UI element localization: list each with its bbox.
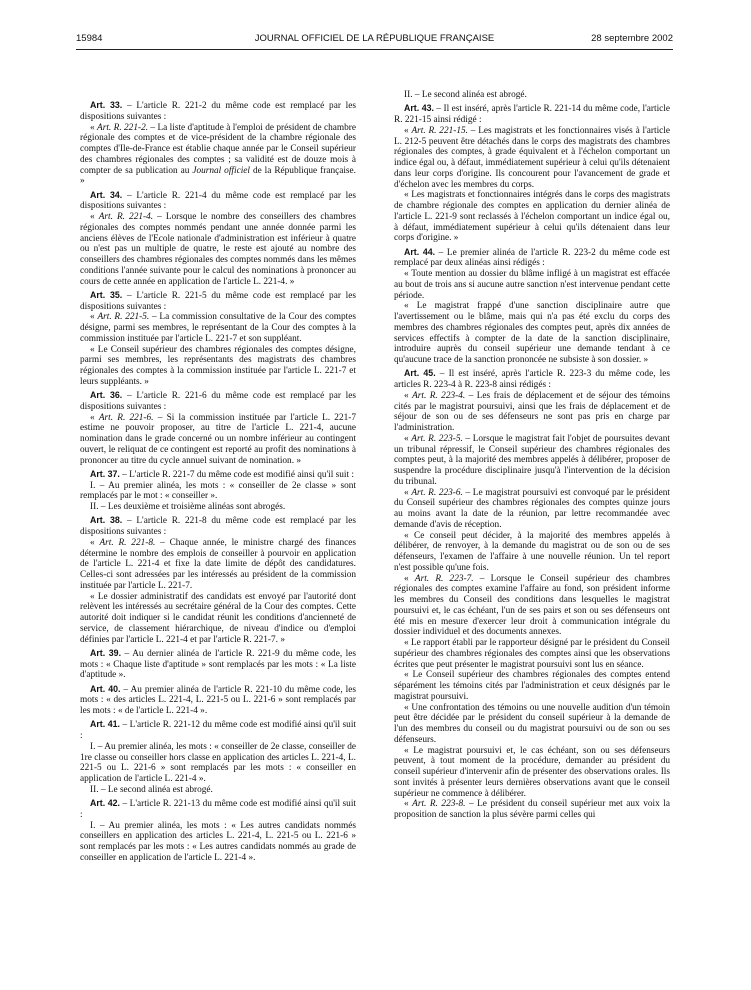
article-45-text-6: « Le rapport établi par le rapporteur désigné par le président du Conseil supérieur des chambres régionales des comptes ainsi que les observations écrites que peut présenter le magistrat poursuivi sont lus en séance.	[394, 638, 670, 670]
article-35-intro: Art. 35. – L'article R. 221-5 du même code est remplacé par les dispositions suivantes :	[80, 289, 356, 312]
article-number: Art. 33.	[90, 100, 123, 110]
article-41-text: I. – Au premier alinéa, les mots : « conseiller de 2e classe, conseiller de 1re classe ou conseiller hors classe en application des articles L. 221-4, L. 221-5 ou L. 221-6 » sont remplacés par les mots : « conseiller en application de l'article L. 221-4 ».	[80, 741, 356, 784]
article-number: Art. 41.	[90, 719, 120, 730]
article-38-text: « Art. R. 221-8. – Chaque année, le ministre chargé des finances détermine le nombre des emplois de conseiller à pourvoir en application de l'article L. 221-4 et fixe la date limite de dépôt des candidatures. Celles-ci sont adressées par les intéressés au président de la commission instituée par l'article L. 221-7.	[80, 537, 356, 591]
article-45-text-7: « Le Conseil supérieur des chambres régionales des comptes entend séparément les témoins cités par l'administration et ceux désignés par le magistrat poursuivi.	[394, 670, 670, 702]
article-44-text-2: « Le magistrat frappé d'une sanction disciplinaire autre que l'avertissement ou le blâme, mais qui n'a pas été exclu du corps des membres des chambres régionales des comptes peut, après dix années de services effectifs à compter de la date de la sanction disciplinaire, introduire auprès du conseil supérieur une demande tendant à ce qu'aucune trace de la sanction prononcée ne subsiste à son dossier. »	[394, 301, 670, 365]
article-number: Art. 34.	[90, 189, 123, 200]
article-37-text-2: II. – Les deuxième et troisième alinéas sont abrogés.	[90, 502, 286, 512]
article-40: Art. 40. – Au premier alinéa de l'article R. 221-10 du même code, les mots : « des articles L. 221-4, L. 221-5 ou L. 221-6 » sont remplacés par les mots : « de l'article L. 221-4 ».	[80, 683, 356, 716]
article-44-text: « Toute mention au dossier du blâme infligé à un magistrat est effacée au bout de trois ans si aucune autre sanction n'est intervenue pendant cette période.	[394, 269, 670, 301]
article-37-text: I. – Au premier alinéa, les mots : « conseiller de 2e classe » sont remplacés par le mot : « conseiller ».	[80, 480, 356, 502]
article-38-intro: Art. 38. – L'article R. 221-8 du même code est remplacé par les dispositions suivantes :	[80, 515, 356, 537]
article-45-text-8: « Une confrontation des témoins ou une nouvelle audition d'un témoin peut être décidée par le président du conseil supérieur à la demande de l'un des membres du conseil ou du magistrat poursuivi ou de son ou ses défenseurs.	[394, 702, 670, 745]
article-41-text-2: II. – Le second alinéa est abrogé.	[90, 784, 213, 795]
article-35-text-2: « Le Conseil supérieur des chambres régionales des comptes désigne, parmi ses membres, les représentants des magistrats des chambres régionales des comptes à la commission instituée par l'article L. 221-7 et leurs suppléants. »	[80, 344, 356, 387]
right-column	[394, 90, 670, 821]
article-39: Art. 39. – Au dernier alinéa de l'article R. 221-9 du même code, les mots : « Chaque liste d'aptitude » sont remplacés par les mots : « La liste d'aptitude ».	[80, 647, 357, 681]
page-number: 15984	[76, 33, 103, 44]
article-43-text: « Art. R. 221-15. – Les magistrats et les fonctionnaires visés à l'article L. 212-5 peuvent être détachés dans le corps des magistrats des chambres régionales des comptes, à grade équivalent et à l'échelon comportant un indice égal ou, à défaut, immédiatement supérieur à celui qu'ils détenaient dans leur corps d'origine. Ils concourent pour l'avancement de grade et d'échelon avec les membres du corps.	[394, 125, 670, 190]
article-45-text-10: « Art. R. 223-8. – Le président du conseil supérieur met aux voix la proposition de sanction la plus sévère parmi celles qui	[394, 799, 670, 820]
journal-title: JOURNAL OFFICIEL DE LA RÉPUBLIQUE FRANÇAISE	[254, 33, 495, 44]
article-number: Art. 45.	[404, 368, 436, 379]
article-43-intro: Art. 43. – Il est inséré, après l'article R. 221-14 du même code, l'article R. 221-15 ainsi rédigé :	[394, 103, 670, 125]
article-number: Art. 37.	[90, 468, 120, 479]
article-45-intro: Art. 45. – Il est inséré, après l'article R. 223-3 du même code, les articles R. 223-4 à R. 223-8 ainsi rédigés :	[394, 368, 670, 390]
article-36-intro: Art. 36. – L'article R. 221-6 du même code est remplacé par les dispositions suivantes :	[80, 390, 356, 412]
article-42-text: I. – Au premier alinéa, les mots : « Les autres candidats nommés conseillers en application des articles L. 221-4, L. 221-5 ou L. 221-6 » sont remplacés par les mots : « Les autres candidats nommés au grade de conseiller en application de l'article L. 221-4 ».	[80, 820, 356, 863]
header-rule	[76, 49, 673, 50]
article-45-text-3: « Art. R. 223-6. – Le magistrat poursuivi est convoqué par le président du Conseil supérieur des chambres régionales des comptes quinze jours au moins avant la date de la réunion, par lettre recommandée avec demande d'avis de réception.	[394, 487, 671, 530]
article-number: Art. 43.	[404, 103, 434, 114]
article-35-text: « Art. R. 221-5. – La commission consultative de la Cour des comptes désigne, parmi ses membres, le représentant de la Cour des comptes à la commission instituée par l'article L. 221-7 et son suppléant.	[80, 312, 356, 344]
article-number: Art. 38.	[90, 515, 123, 526]
article-38-text-2: « Le dossier administratif des candidats est envoyé par l'autorité dont relèvent les intéressés au secrétaire général de la Cour des comptes. Cette autorité doit indiquer si le candidat réunit les conditions d'ancienneté de service, de classement hiérarchique, de niveau d'indice ou d'emploi définies par l'article L. 221-4 et par l'article R. 221-7. »	[80, 591, 356, 645]
article-33-intro: Art. 33. – L'article R. 221-2 du même code est remplacé par les dispositions suivantes :	[80, 100, 356, 122]
article-36-text: « Art. R. 221-6. – Si la commission instituée par l'article L. 221-7 estime ne pouvoir proposer, au titre de l'article L. 221-4, aucune nomination dans le grade concerné ou un nombre inférieur au contingent ouvert, le reliquat de ce contingent est reporté au profit des nominations à prononcer au titre du cycle annuel suivant de nomination. »	[80, 412, 356, 466]
article-number: Art. 40.	[90, 683, 121, 694]
article-44-intro: Art. 44. – Le premier alinéa de l'article R. 223-2 du même code est remplacé par deux alinéas ainsi rédigés :	[394, 246, 671, 269]
article-45-text-5: « Art. R. 223-7. – Lorsque le Conseil supérieur des chambres régionales des comptes examine l'affaire au fond, son président informe les membres du Conseil des conditions dans lesquelles le magistrat poursuivi et, le cas échéant, l'un de ses pairs et son ou ses défenseurs ont été mis en mesure d'exercer leur droit à communication intégrale du dossier individuel et des documents annexes.	[394, 573, 671, 638]
article-number: Art. 39.	[90, 647, 122, 658]
article-45-text-4: « Ce conseil peut décider, à la majorité des membres appelés à délibérer, de renvoyer, à la demande du magistrat ou de son ou de ses défenseurs, l'examen de l'affaire à une nouvelle réunion. Un tel report n'est possible qu'une fois.	[394, 530, 670, 573]
article-37-intro: Art. 37. – L'article R. 221-7 du même code est modifié ainsi qu'il suit :	[90, 468, 355, 480]
article-number: Art. 42.	[90, 798, 120, 808]
article-41-intro: Art. 41. – L'article R. 221-12 du même code est modifié ainsi qu'il suit :	[80, 719, 356, 741]
article-45-text-9: « Le magistrat poursuivi et, le cas échéant, son ou ses défenseurs peuvent, à tout moment de la procédure, demander au président du conseil supérieur d'intervenir afin de présenter des observations orales. Ils sont invités à présenter leurs dernières observations avant que le conseil supérieur ne commence à délibérer.	[394, 745, 670, 799]
article-43-text-2: « Les magistrats et fonctionnaires intégrés dans le corps des magistrats de chambre régionale des comptes en application du dernier alinéa de l'article L. 221-9 sont reclassés à l'échelon comportant un indice égal ou, à défaut, immédiatement supérieur à celui qu'ils détenaient dans leur corps d'origine. »	[394, 190, 670, 244]
article-number: Art. 35.	[90, 289, 123, 300]
article-number: Art. 36.	[90, 390, 123, 400]
article-45-text-2: « Art. R. 223-5. – Lorsque le magistrat fait l'objet de poursuites devant un tribunal répressif, le Conseil supérieur des chambres régionales des comptes peut, à la majorité des membres appelés à délibérer, proposer de suspendre la procédure disciplinaire jusqu'à l'intervention de la décision du tribunal.	[394, 433, 670, 487]
left-column	[80, 100, 356, 864]
article-42-intro: Art. 42. – L'article R. 221-13 du même code est modifié ainsi qu'il suit :	[80, 798, 356, 820]
page-header	[76, 33, 673, 47]
article-33-text: « Art. R. 221-2. – La liste d'aptitude à l'emploi de président de chambre régionale des comptes et de vice-président de la chambre régionale des comptes d'Ile-de-France est établie chaque année par le Conseil supérieur des chambres régionales des comptes ; sa validité est de douze mois à compter de sa publication au Journal officiel de la République française. »	[80, 122, 357, 187]
article-42-text-2: II. – Le second alinéa est abrogé.	[404, 90, 527, 100]
publication-date: 28 septembre 2002	[591, 33, 673, 44]
article-number: Art. 44.	[404, 246, 436, 257]
article-34-text: « Art. R. 221-4. – Lorsque le nombre des conseillers des chambres régionales des comptes nommés pendant une année donnée parmi les anciens élèves de l'Ecole nationale d'administration est inférieur à quatre ou n'est pas un multiple de quatre, le reste est ajouté au nombre des conseillers des chambres régionales des comptes nommés dans les mêmes conditions l'année suivante pour le calcul des nominations à prononcer au cours de cette année en application de l'article L. 221-4. »	[80, 212, 356, 287]
article-45-text: « Art. R. 223-4. – Les frais de déplacement et de séjour des témoins cités par le magistrat poursuivi, ainsi que les frais de déplacement et de séjour de son ou de ses défenseurs ne sont pas pris en charge par l'administration.	[394, 390, 670, 433]
article-34-intro: Art. 34. – L'article R. 221-4 du même code est remplacé par les dispositions suivantes :	[80, 189, 356, 212]
